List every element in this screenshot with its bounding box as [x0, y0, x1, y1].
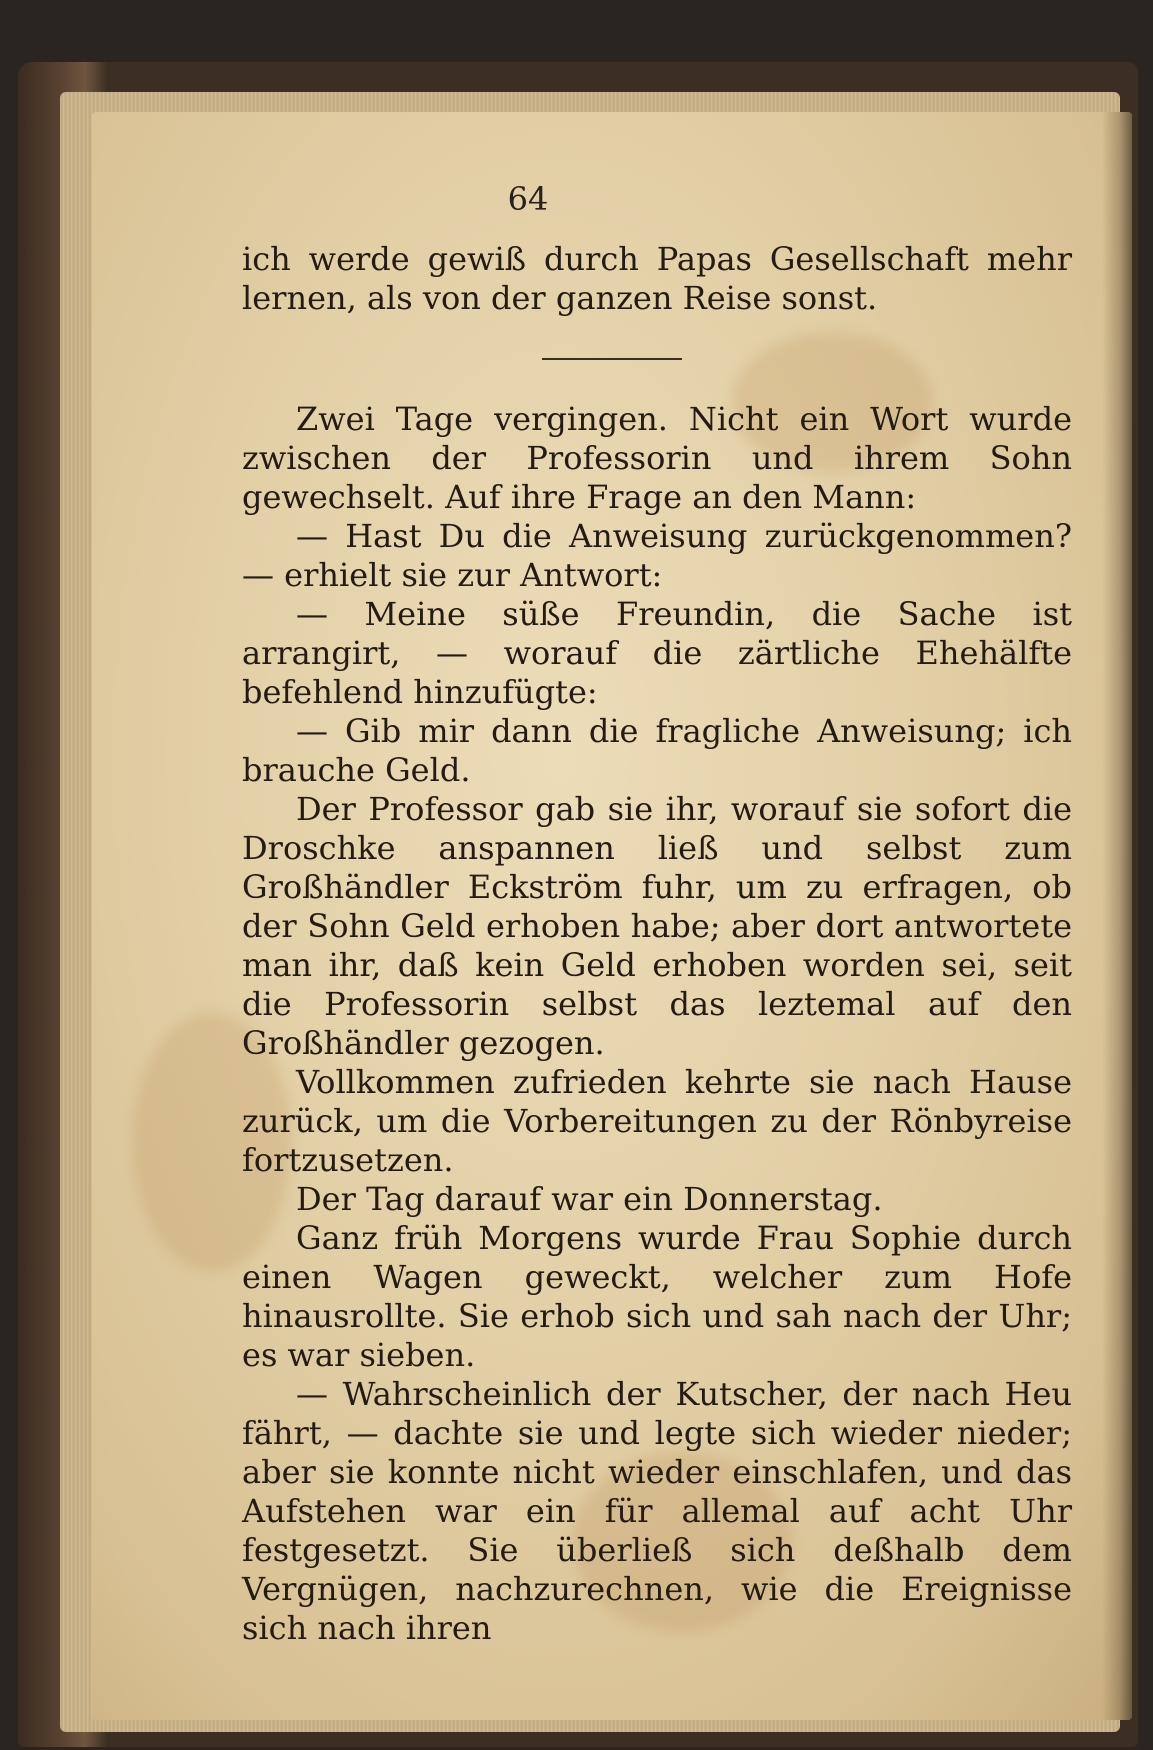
paragraph: — Gib mir dann die fragliche Anweisung; ich brauche Geld.: [242, 712, 1072, 789]
paragraph: Vollkommen zufrieden kehrte sie nach Hause zurück, um die Vorbereitungen zu der Rönbyreise fortzusetzen.: [242, 1063, 1072, 1179]
paragraph: Der Professor gab sie ihr, worauf sie sofort die Droschke anspannen ließ und selbst zum Großhändler Eckström fuhr, um zu erfragen, ob der Sohn Geld erhoben habe; aber dort antwortete man ihr, daß kein Geld erhoben worden sei, seit die Professorin selbst das leztemal auf den Großhändler gezogen.: [242, 790, 1072, 1062]
paragraph: — Meine süße Freundin, die Sache ist arrangirt, — worauf die zärtliche Ehehälfte befehlend hinzufügte:: [242, 595, 1072, 711]
section-separator: [542, 358, 682, 360]
page-gutter-shadow: [1102, 112, 1132, 1720]
page-number: 64: [507, 180, 549, 218]
paragraph: ich werde gewiß durch Papas Gesellschaft mehr lernen, als von der ganzen Reise sonst.: [242, 240, 1072, 317]
book-page: [92, 112, 1132, 1720]
paragraph: Zwei Tage vergingen. Nicht ein Wort wurde zwischen der Professorin und ihrem Sohn gewechselt. Auf ihre Frage an den Mann:: [242, 400, 1072, 516]
paragraph: Der Tag darauf war ein Donnerstag.: [296, 1180, 883, 1218]
paragraph: Ganz früh Morgens wurde Frau Sophie durch einen Wagen geweckt, welcher zum Hofe hinausrollte. Sie erhob sich und sah nach der Uhr; es war sieben.: [242, 1219, 1072, 1374]
paragraph: — Wahrscheinlich der Kutscher, der nach Heu fährt, — dachte sie und legte sich wieder nieder; aber sie konnte nicht wieder einschlafen, und das Aufstehen war ein für allemal auf acht Uhr festgesetzt. Sie überließ sich deßhalb dem Vergnügen, nachzurechnen, wie die Ereignisse sich nach ihren: [242, 1375, 1072, 1647]
page-text: [242, 240, 1072, 1648]
paragraph: — Hast Du die Anweisung zurückgenommen? — erhielt sie zur Antwort:: [242, 517, 1072, 594]
